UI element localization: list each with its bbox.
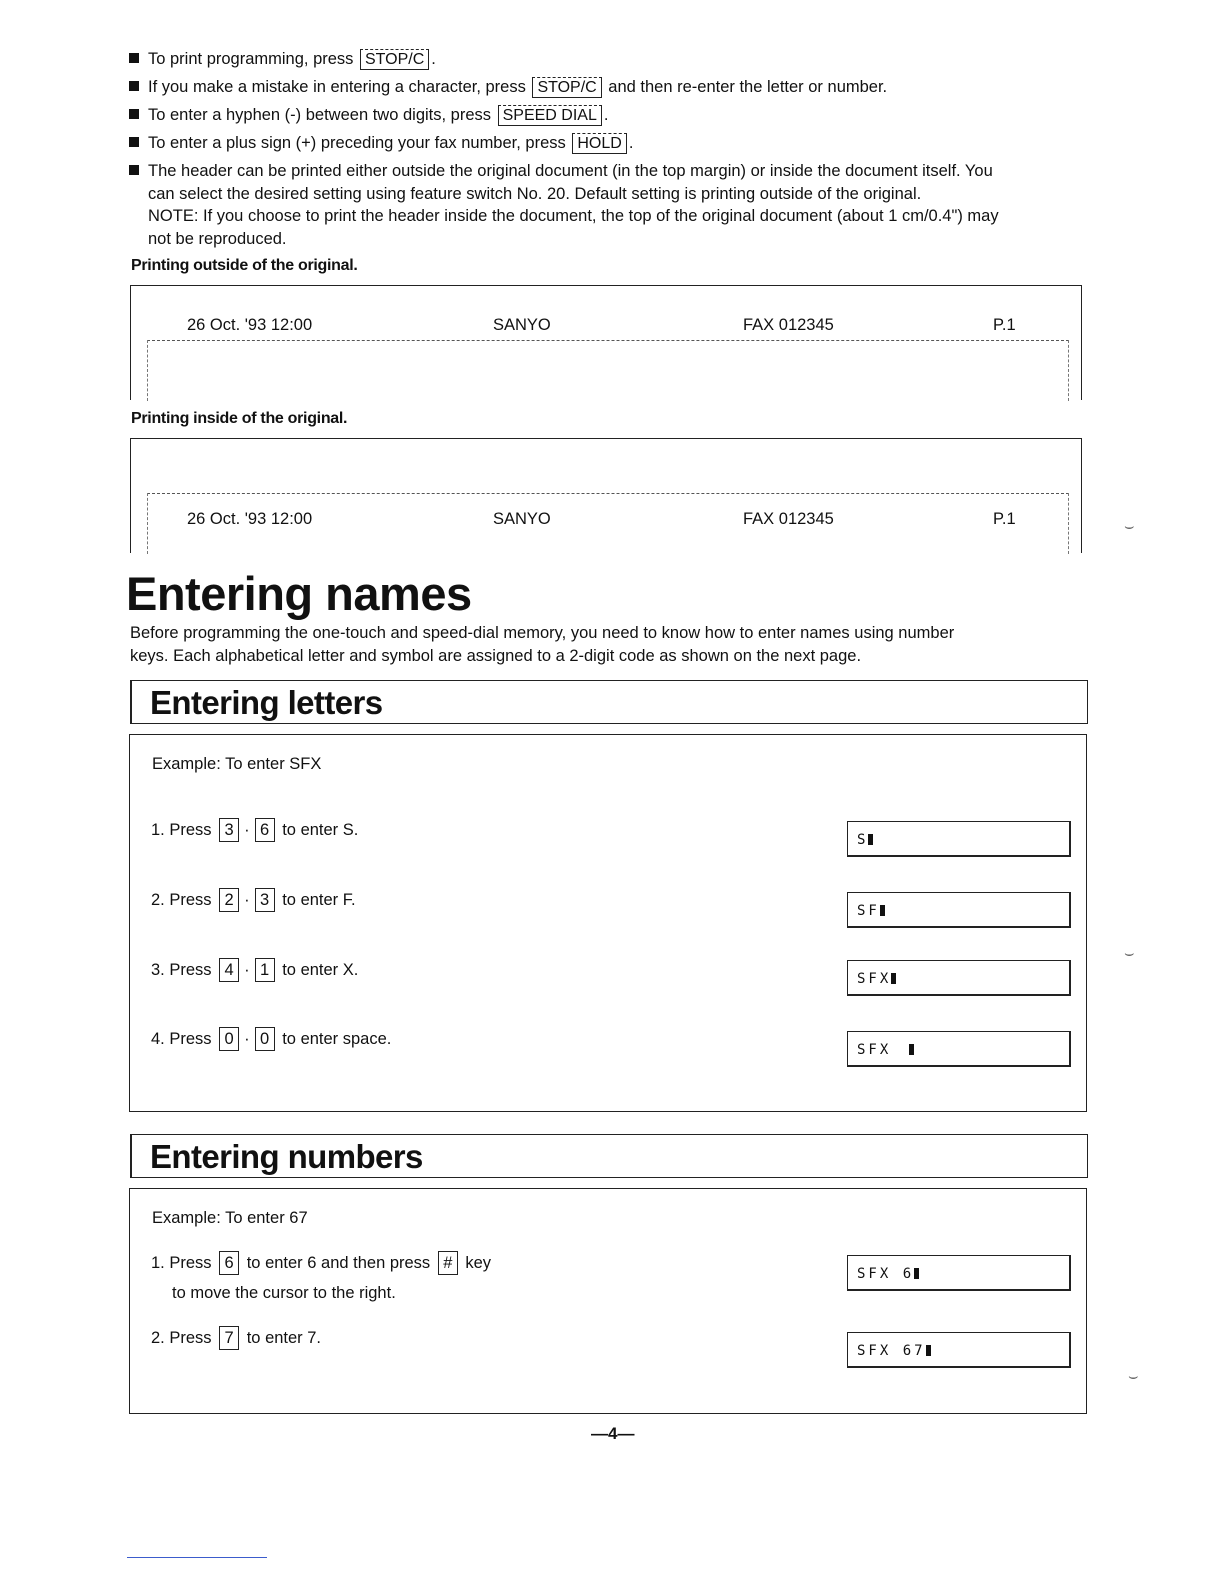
numbers-example-box bbox=[129, 1188, 1087, 1414]
bullet-square-icon bbox=[129, 137, 139, 147]
speed-dial-key: SPEED DIAL bbox=[498, 105, 602, 126]
section-heading-letters bbox=[130, 680, 1088, 724]
step-text: 4. Press bbox=[151, 1030, 212, 1048]
inside-label: Printing inside of the original. bbox=[131, 410, 348, 427]
header-bullet-line2: can select the desired setting using feature switch No. 20. Default setting is printing outside of the original. bbox=[148, 185, 922, 203]
step-text: 2. Press bbox=[151, 891, 212, 909]
step-text: to enter space. bbox=[282, 1030, 392, 1048]
section-heading-numbers bbox=[130, 1134, 1088, 1178]
header-date: 26 Oct. '93 12:00 bbox=[187, 510, 313, 528]
outside-example-box bbox=[130, 285, 1082, 400]
lcd-display bbox=[847, 821, 1071, 857]
header-sender-name: SANYO bbox=[493, 316, 551, 334]
step-text: 2. Press bbox=[151, 1329, 212, 1347]
numbers-step-2 bbox=[151, 1326, 321, 1350]
numbers-step-1 bbox=[151, 1251, 491, 1275]
margin-mark: ⌣ bbox=[1124, 518, 1135, 535]
lcd-display bbox=[847, 1332, 1071, 1368]
lcd-display bbox=[847, 1255, 1071, 1291]
page-title: Entering names bbox=[126, 567, 472, 620]
step-text: 1. Press bbox=[151, 1254, 212, 1272]
bullet-mistake bbox=[129, 76, 1094, 99]
lcd-display bbox=[847, 892, 1071, 928]
lcd-text: SF bbox=[857, 903, 880, 919]
step-text: to enter 7. bbox=[246, 1329, 322, 1347]
hash-key: # bbox=[438, 1251, 458, 1275]
letters-step-2: 2. Press 2 · 3 to enter F. bbox=[151, 888, 356, 912]
hold-key: HOLD bbox=[572, 133, 626, 154]
step-text: to enter F. bbox=[282, 891, 356, 909]
header-note-line1: NOTE: If you choose to print the header inside the document, the top of the original document (about 1 cm/0.4") may bbox=[148, 207, 999, 225]
letters-example-box bbox=[129, 734, 1087, 1112]
section-title: Entering letters bbox=[150, 684, 383, 721]
numbers-step-1-cont: to move the cursor to the right. bbox=[172, 1284, 396, 1302]
cursor-icon bbox=[909, 1044, 914, 1055]
lcd-text: SFX 6 bbox=[857, 1266, 915, 1282]
header-fax-number: FAX 012345 bbox=[743, 316, 834, 334]
original-document-outline bbox=[147, 340, 1069, 401]
step-text: to enter X. bbox=[282, 961, 359, 979]
lcd-text: SFX bbox=[857, 971, 892, 987]
number-key: 6 bbox=[255, 818, 275, 842]
page-number: —4— bbox=[591, 1424, 635, 1443]
number-key: 2 bbox=[219, 888, 239, 912]
bullet-print-programming: To print programming, press STOP/C . bbox=[129, 48, 1094, 71]
cursor-icon bbox=[880, 905, 885, 916]
step-text: 1. Press bbox=[151, 821, 212, 839]
cursor-icon bbox=[868, 834, 873, 845]
header-fax-number: FAX 012345 bbox=[743, 510, 834, 528]
bullet-text: To enter a hyphen (-) between two digits, press bbox=[148, 106, 496, 124]
header-note-line2: not be reproduced. bbox=[148, 230, 287, 248]
intro-line1: Before programming the one-touch and speed-dial memory, you need to know how to enter names using number bbox=[130, 624, 955, 642]
bullet-square-icon bbox=[129, 165, 139, 175]
lcd-text: S bbox=[857, 832, 869, 848]
inside-example-box bbox=[130, 438, 1082, 553]
bullet-text: To print programming, press bbox=[148, 50, 358, 68]
bullet-hyphen: To enter a hyphen (-) between two digits, press SPEED DIAL . bbox=[129, 104, 1094, 127]
bullet-square-icon bbox=[129, 81, 139, 91]
letters-step-3: 3. Press 4 · 1 to enter X. bbox=[151, 958, 358, 982]
number-key: 1 bbox=[255, 958, 275, 982]
step-text: to enter S. bbox=[282, 821, 359, 839]
letters-step-4: 4. Press 0 · 0 to enter space. bbox=[151, 1027, 391, 1051]
header-page: P.1 bbox=[993, 510, 1016, 528]
number-key: 3 bbox=[219, 818, 239, 842]
header-page: P.1 bbox=[993, 316, 1016, 334]
bullet-text: and then re-enter the letter or number. bbox=[603, 78, 888, 96]
bullet-square-icon bbox=[129, 53, 139, 63]
bullet-text: To enter a plus sign (+) preceding your fax number, press bbox=[148, 134, 571, 152]
intro-line2: keys. Each alphabetical letter and symbol are assigned to a 2-digit code as shown on the next page. bbox=[130, 647, 862, 665]
bullet-square-icon bbox=[129, 109, 139, 119]
scan-artifact-line bbox=[127, 1557, 267, 1558]
margin-mark: ⌣ bbox=[1124, 945, 1135, 962]
bullet-plus: To enter a plus sign (+) preceding your fax number, press HOLD . bbox=[129, 132, 1094, 155]
number-key: 0 bbox=[255, 1027, 275, 1051]
lcd-display bbox=[847, 960, 1071, 996]
example-label: Example: To enter SFX bbox=[152, 755, 322, 773]
step-text: to enter 6 and then press bbox=[246, 1254, 431, 1272]
stop-c-key: STOP/C bbox=[532, 77, 601, 98]
number-key: 0 bbox=[219, 1027, 239, 1051]
header-sender-name: SANYO bbox=[493, 510, 551, 528]
step-text: key bbox=[465, 1254, 492, 1272]
number-key: 6 bbox=[219, 1251, 239, 1275]
cursor-icon bbox=[926, 1345, 931, 1356]
number-key: 4 bbox=[219, 958, 239, 982]
number-key: 7 bbox=[219, 1326, 239, 1350]
header-date: 26 Oct. '93 12:00 bbox=[187, 316, 313, 334]
bullet-header bbox=[129, 160, 1094, 183]
bullet-text: If you make a mistake in entering a character, press bbox=[148, 78, 531, 96]
lcd-text: SFX bbox=[857, 1042, 903, 1058]
lcd-text: SFX 67 bbox=[857, 1343, 926, 1359]
letters-step-1: 1. Press 3 · 6 to enter S. bbox=[151, 818, 358, 842]
section-title: Entering numbers bbox=[150, 1138, 423, 1175]
step-text: 3. Press bbox=[151, 961, 212, 979]
stop-c-key: STOP/C bbox=[360, 49, 429, 70]
example-label: Example: To enter 67 bbox=[152, 1209, 308, 1227]
bullet-text: The header can be printed either outside the original document (in the top margin) or inside the document itself. You bbox=[148, 162, 993, 180]
cursor-icon bbox=[914, 1268, 919, 1279]
outside-label: Printing outside of the original. bbox=[131, 257, 358, 274]
number-key: 3 bbox=[255, 888, 275, 912]
lcd-display bbox=[847, 1031, 1071, 1067]
margin-mark: ⌣ bbox=[1128, 1368, 1139, 1385]
cursor-icon bbox=[891, 973, 896, 984]
